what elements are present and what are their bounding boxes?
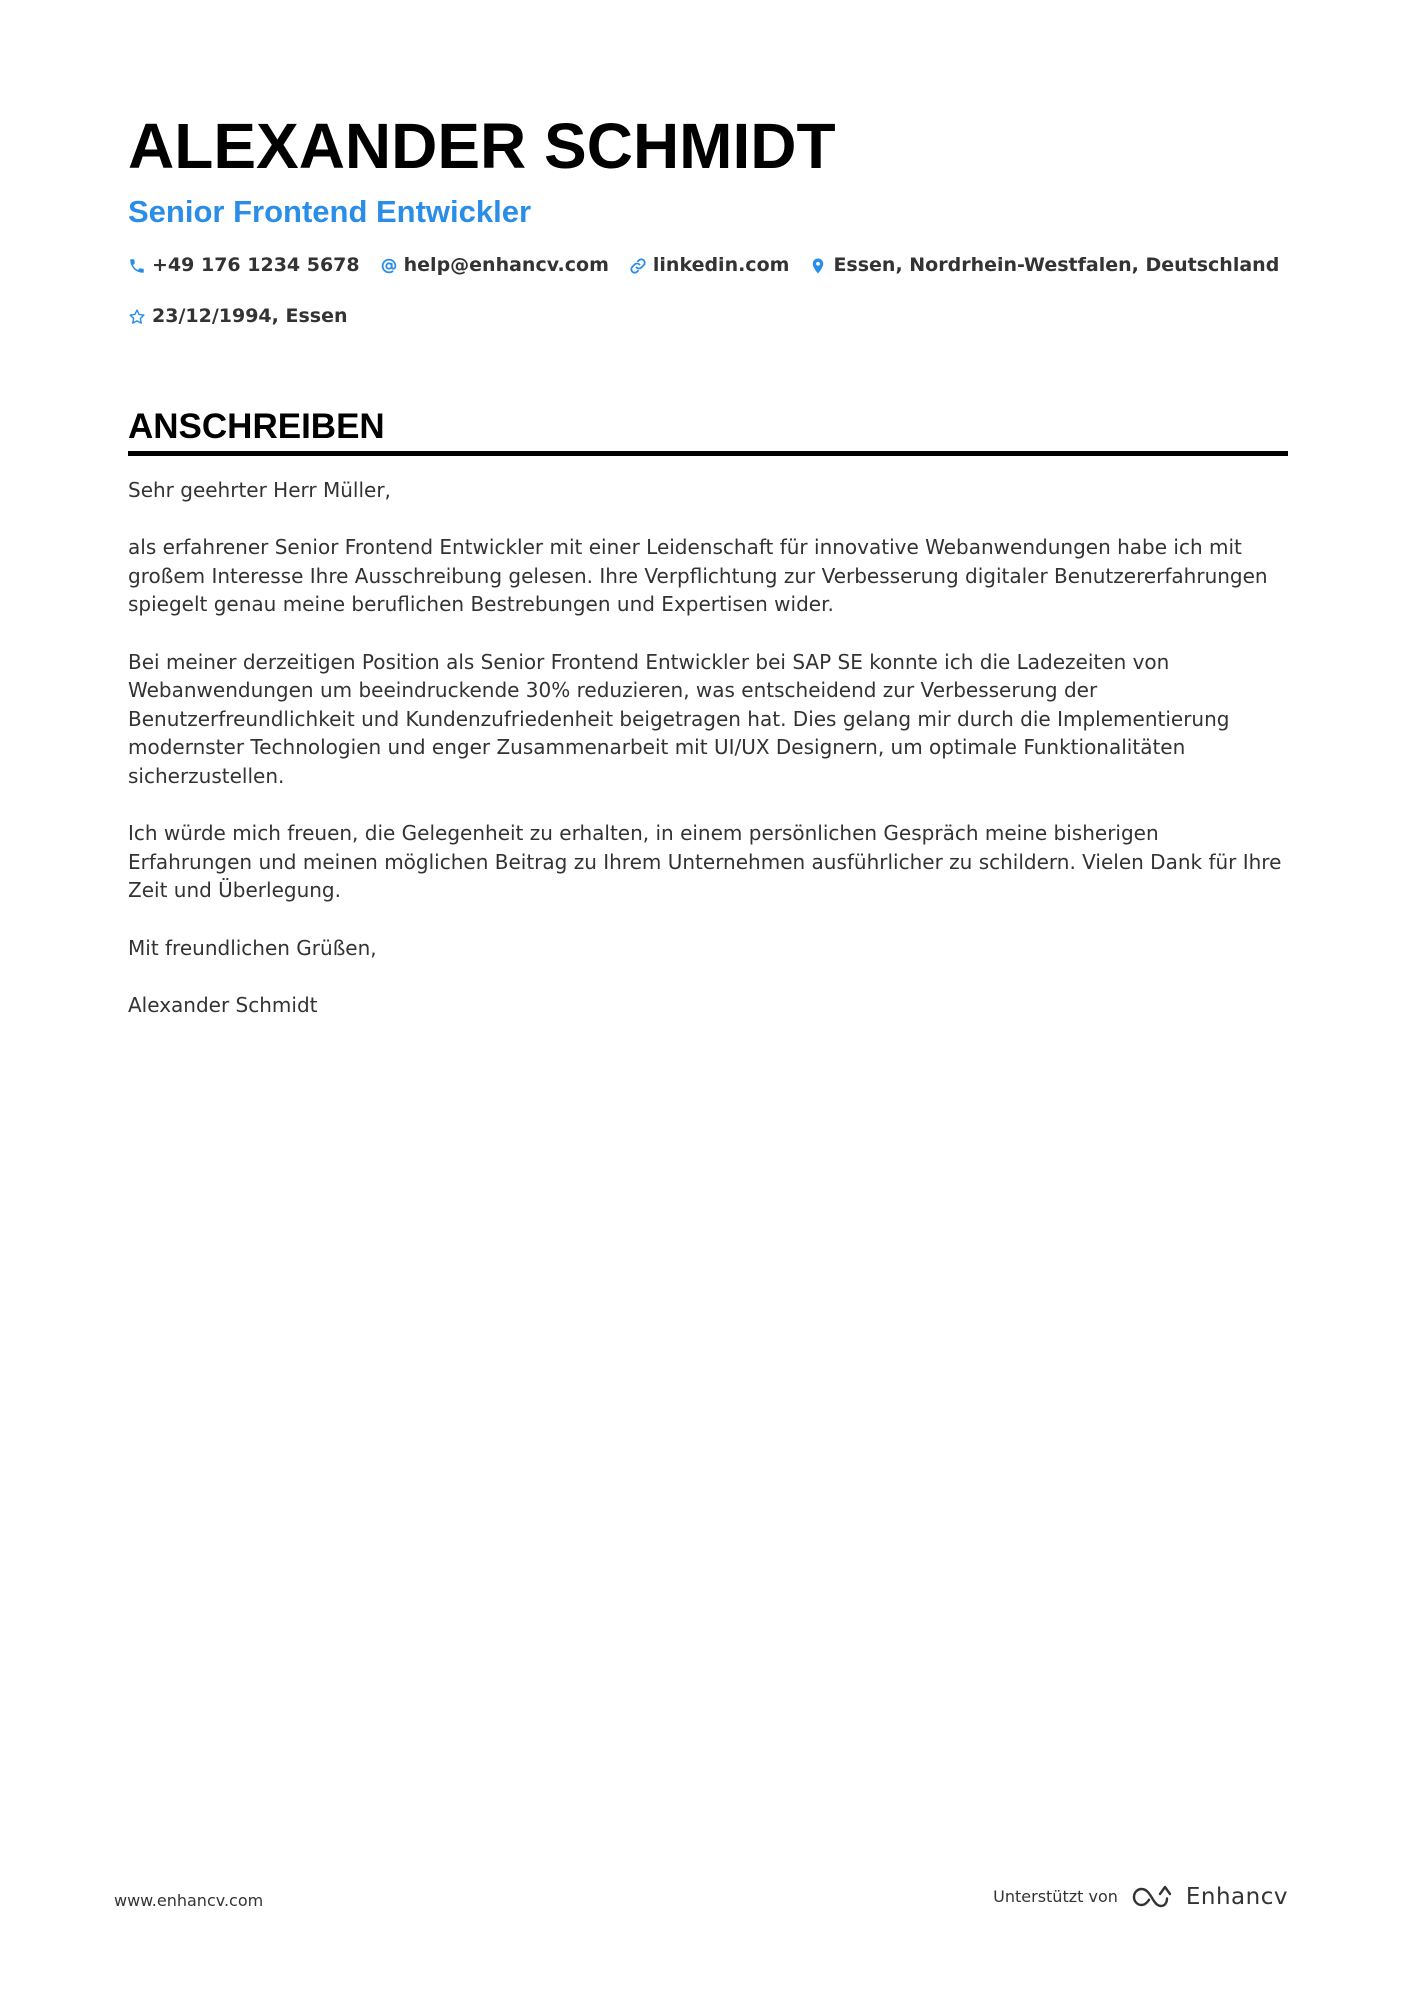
brand-name: Enhancv <box>1185 1884 1288 1910</box>
contact-list <box>128 252 1288 330</box>
letter-salutation: Sehr geehrter Herr Müller, <box>128 478 391 502</box>
candidate-name: ALEXANDER SCHMIDT <box>128 110 836 182</box>
linkedin-link[interactable]: linkedin.com <box>652 254 790 276</box>
section-title: ANSCHREIBEN <box>128 405 1288 456</box>
phone-number: +49 176 1234 5678 <box>152 254 360 276</box>
header <box>128 108 1288 330</box>
map-pin-icon <box>809 257 827 275</box>
phone-icon <box>128 257 146 275</box>
star-icon <box>128 308 146 326</box>
letter-body <box>128 476 1288 1019</box>
letter-closing: Mit freundlichen Grüßen, <box>128 935 377 960</box>
footer-branding[interactable] <box>993 1883 1288 1911</box>
letter-paragraph: Bei meiner derzeitigen Position als Senior Frontend Entwickler bei SAP SE konnte ich die Ladezeiten von Webanwendungen um beeindruckende 30% reduzieren, was entscheidend zur Verbesserung der Benutzerfreundlichkeit und Kundenzufriedenheit beigetragen hat. Dies gelang mir durch die Implementierung modernster Technologien und enger Zusammenarbeit mit UI/UX Designern, um optimale Funktionalitäten sicherzustellen. <box>128 649 1230 788</box>
location: Essen, Nordrhein-Westfalen, Deutschland <box>833 254 1280 276</box>
job-title: Senior Frontend Entwickler <box>128 194 532 229</box>
contact-phone <box>128 252 360 279</box>
contact-location <box>809 252 1279 279</box>
letter-signature: Alexander Schmidt <box>128 992 318 1017</box>
contact-birth <box>128 303 347 330</box>
at-icon <box>380 257 398 275</box>
footer-website[interactable]: www.enhancv.com <box>114 1891 264 1910</box>
cover-letter-section <box>128 405 1288 1048</box>
link-icon <box>629 257 647 275</box>
letter-paragraph: Ich würde mich freuen, die Gelegenheit zu erhalten, in einem persönlichen Gespräch meine bisherigen Erfahrungen und meinen möglichen Beitrag zu Ihrem Unternehmen ausführlicher zu schildern. Vielen Dank für Ihre Zeit und Überlegung. <box>128 821 1282 903</box>
contact-email[interactable] <box>380 252 609 279</box>
birth-date: 23/12/1994, Essen <box>152 305 348 327</box>
letter-paragraph: als erfahrener Senior Frontend Entwickler mit einer Leidenschaft für innovative Webanwendungen habe ich mit großem Interesse Ihre Ausschreibung gelesen. Ihre Verpflichtung zur Verbesserung digitaler Benutzererfahrungen spiegelt genau meine beruflichen Bestrebungen und Expertisen wider. <box>128 535 1268 617</box>
enhancv-logo-icon <box>1130 1884 1176 1910</box>
contact-linkedin[interactable] <box>629 252 790 279</box>
powered-by-label: Unterstützt von <box>993 1887 1118 1906</box>
email-address[interactable]: help@enhancv.com <box>403 254 609 276</box>
